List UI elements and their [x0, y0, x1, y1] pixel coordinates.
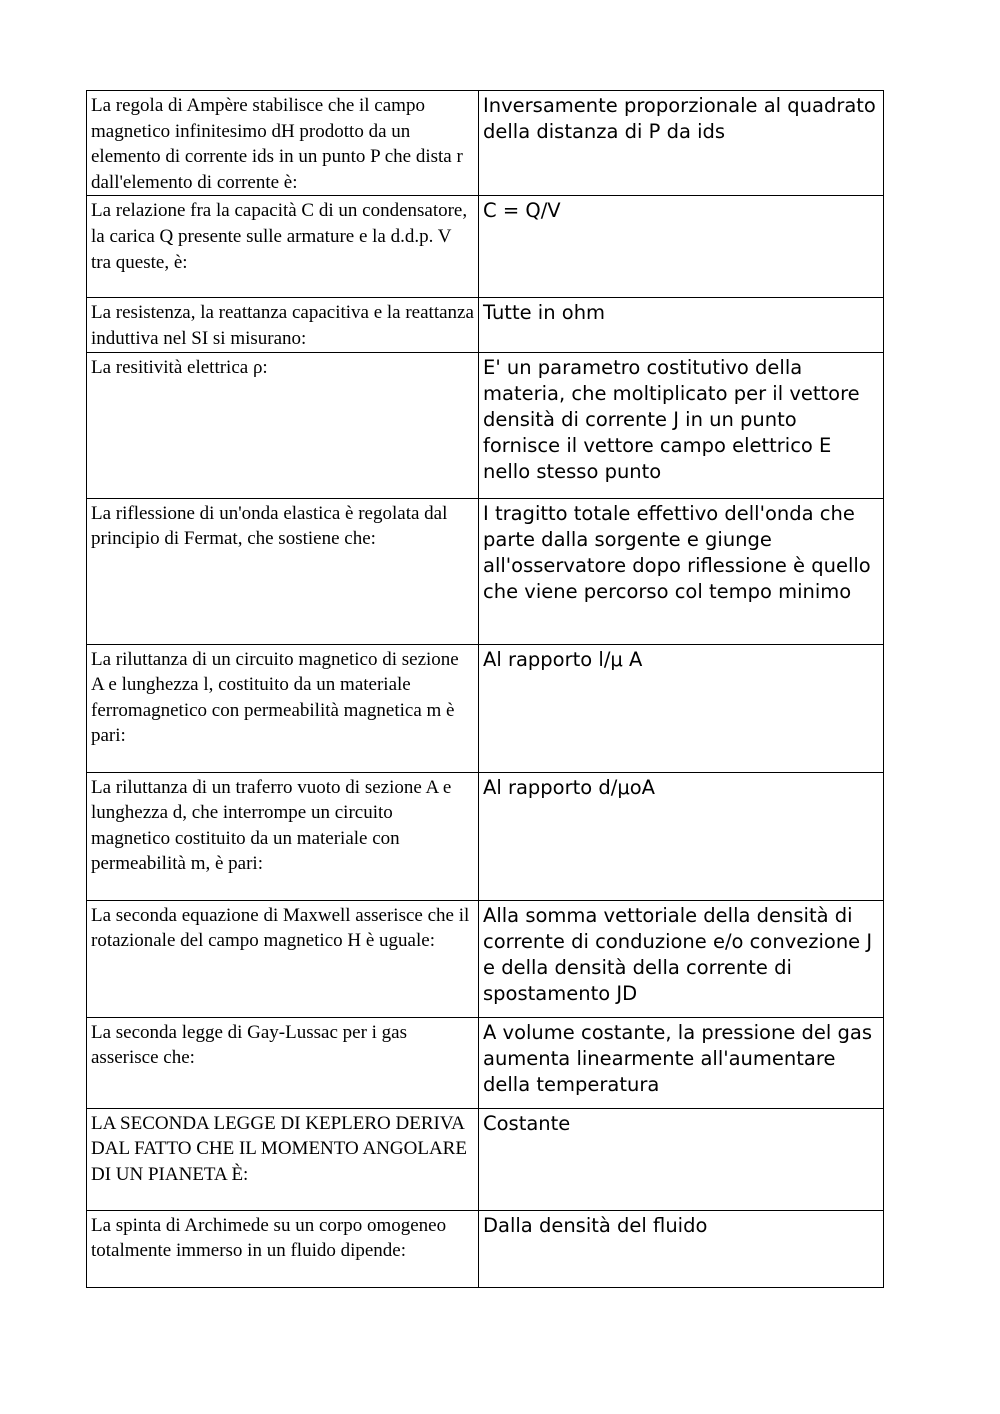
question-cell: La resistenza, la reattanza capacitiva e la reattanza induttiva nel SI si misurano:: [87, 298, 479, 352]
table-row: [87, 1210, 884, 1287]
answer-cell: Al rapporto l/μ A: [479, 644, 884, 772]
table-row: [87, 196, 884, 298]
question-cell: La riflessione di un'onda elastica è regolata dal principio di Fermat, che sostiene che:: [87, 498, 479, 644]
table-row: [87, 1108, 884, 1210]
answer-cell: Costante: [479, 1108, 884, 1210]
question-cell: La seconda equazione di Maxwell asserisce che il rotazionale del campo magnetico H è uguale:: [87, 900, 479, 1017]
question-cell: LA SECONDA LEGGE DI KEPLERO DERIVA DAL FATTO CHE IL MOMENTO ANGOLARE DI UN PIANETA È:: [87, 1108, 479, 1210]
table-row: [87, 1017, 884, 1108]
question-cell: La spinta di Archimede su un corpo omogeneo totalmente immerso in un fluido dipende:: [87, 1210, 479, 1287]
question-cell: La relazione fra la capacità C di un condensatore, la carica Q presente sulle armature e la d.d.p. V tra queste, è:: [87, 196, 479, 298]
answer-cell: Tutte in ohm: [479, 298, 884, 352]
question-cell: La riluttanza di un circuito magnetico di sezione A e lunghezza l, costituito da un materiale ferromagnetico con permeabilità magnetica m è pari:: [87, 644, 479, 772]
question-cell: La riluttanza di un traferro vuoto di sezione A e lunghezza d, che interrompe un circuito magnetico costituito da un materiale con permeabilità m, è pari:: [87, 772, 479, 900]
qa-table: [86, 90, 884, 1288]
answer-cell: Inversamente proporzionale al quadrato della distanza di P da ids: [479, 91, 884, 196]
table-row: [87, 900, 884, 1017]
table-row: [87, 352, 884, 498]
question-cell: La regola di Ampère stabilisce che il campo magnetico infinitesimo dH prodotto da un elemento di corrente ids in un punto P che dista r dall'elemento di corrente è:: [87, 91, 479, 196]
answer-cell: Al rapporto d/μoA: [479, 772, 884, 900]
answer-cell: E' un parametro costitutivo della materia, che moltiplicato per il vettore densità di corrente J in un punto fornisce il vettore campo elettrico E nello stesso punto: [479, 352, 884, 498]
answer-cell: I tragitto totale effettivo dell'onda che parte dalla sorgente e giunge all'osservatore dopo riflessione è quello che viene percorso col tempo minimo: [479, 498, 884, 644]
answer-cell: Alla somma vettoriale della densità di corrente di conduzione e/o convezione J e della densità della corrente di spostamento JD: [479, 900, 884, 1017]
table-row: [87, 498, 884, 644]
table-row: [87, 644, 884, 772]
question-cell: La seconda legge di Gay-Lussac per i gas asserisce che:: [87, 1017, 479, 1108]
answer-cell: C = Q/V: [479, 196, 884, 298]
table-row: [87, 298, 884, 352]
answer-cell: Dalla densità del fluido: [479, 1210, 884, 1287]
table-row: [87, 772, 884, 900]
table-row: [87, 91, 884, 196]
answer-cell: A volume costante, la pressione del gas aumenta linearmente all'aumentare della temperatura: [479, 1017, 884, 1108]
question-cell: La resitività elettrica ρ:: [87, 352, 479, 498]
